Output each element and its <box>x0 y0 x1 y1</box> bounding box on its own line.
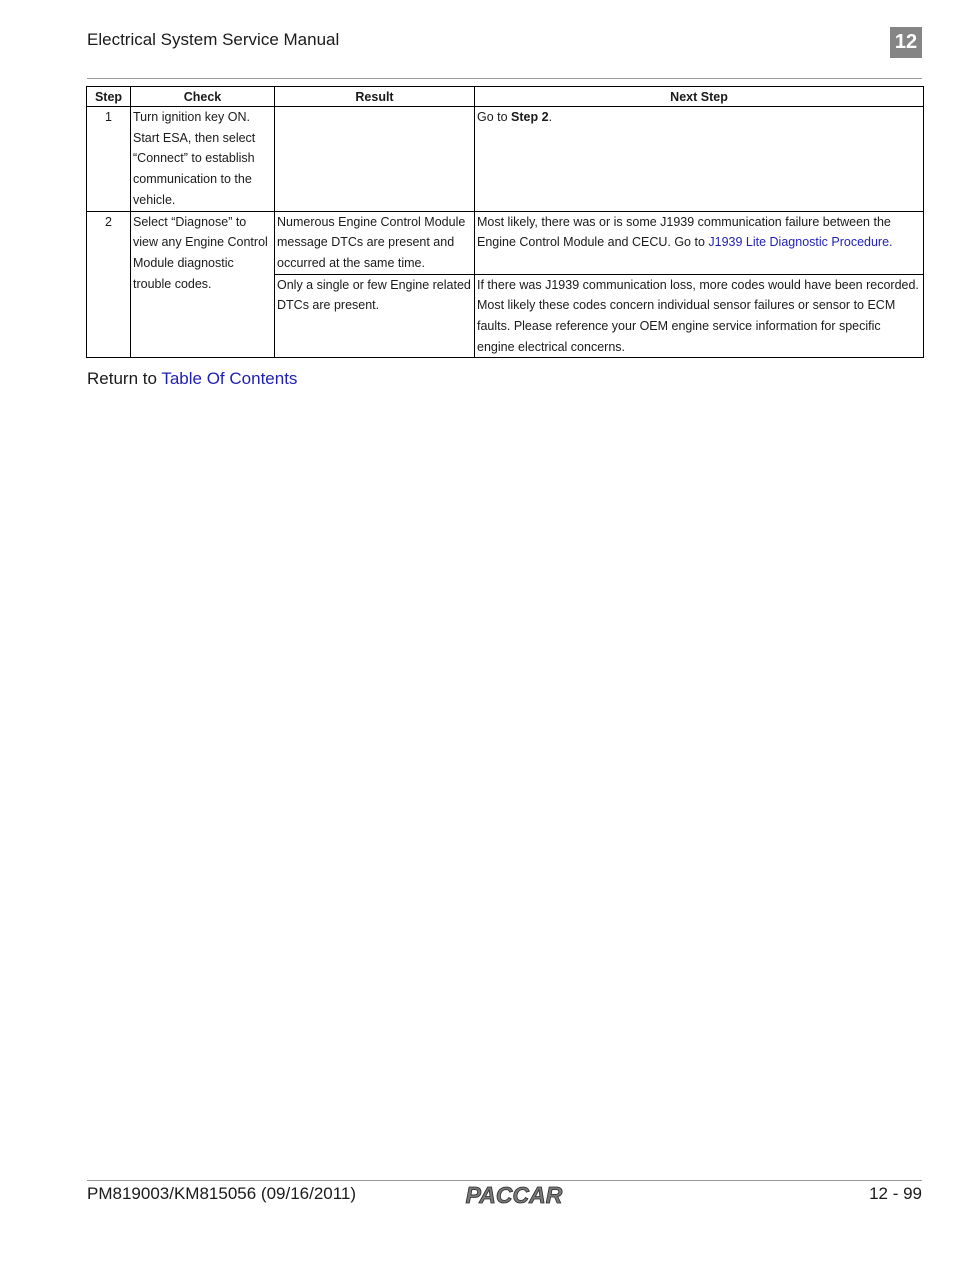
table-row-step-2a <box>87 211 924 274</box>
column-header-next-step: Next Step <box>475 87 924 107</box>
page-number: 12 - 99 <box>869 1184 922 1203</box>
table-of-contents-link[interactable]: Table Of Contents <box>161 369 298 388</box>
next-step-text: Most likely, there was or is some J1939 communication failure between the Engine Control Module and CECU. Go to <box>477 214 891 250</box>
result-cell: Numerous Engine Control Module message DTCs are present and occurred at the same time. <box>275 211 475 274</box>
next-step-text: Go to <box>477 110 512 124</box>
next-step-cell: If there was J1939 communication loss, more codes would have been recorded. Most likely these codes concern individual sensor failures or sensor to ECM faults. Please reference your OEM engine service information for specific engine electrical concerns. <box>475 274 924 358</box>
page-header-title: Electrical System Service Manual <box>87 30 340 49</box>
column-header-step: Step <box>87 87 131 107</box>
check-cell: Turn ignition key ON. Start ESA, then select “Connect” to establish communication to the vehicle. <box>131 107 275 212</box>
j1939-procedure-link[interactable]: J1939 Lite Diagnostic Procedure <box>708 235 890 250</box>
next-step-cell <box>475 211 924 274</box>
document-number: PM819003/KM815056 (09/16/2011) <box>87 1184 357 1203</box>
chapter-badge: 12 <box>890 27 922 58</box>
next-step-suffix: . <box>889 235 893 250</box>
table-header-row <box>87 87 924 107</box>
next-step-cell <box>475 107 924 212</box>
column-header-check: Check <box>131 87 275 107</box>
step-number: 2 <box>87 211 131 358</box>
return-prefix: Return to <box>87 369 162 388</box>
table-row-step-1 <box>87 107 924 212</box>
step-number: 1 <box>87 107 131 212</box>
footer-divider <box>87 1180 922 1181</box>
return-line <box>87 369 297 389</box>
result-cell: Only a single or few Engine related DTCs are present. <box>275 274 475 358</box>
next-step-bold-ref: Step 2 <box>511 110 549 124</box>
result-cell <box>275 107 475 212</box>
paccar-logo-text: PACCAR <box>465 1182 563 1208</box>
paccar-logo <box>460 1182 568 1208</box>
column-header-result: Result <box>275 87 475 107</box>
diagnostic-table <box>86 86 924 358</box>
header-divider <box>87 78 922 79</box>
next-step-suffix: . <box>548 110 553 124</box>
check-cell: Select “Diagnose” to view any Engine Control Module diagnostic trouble codes. <box>131 211 275 358</box>
